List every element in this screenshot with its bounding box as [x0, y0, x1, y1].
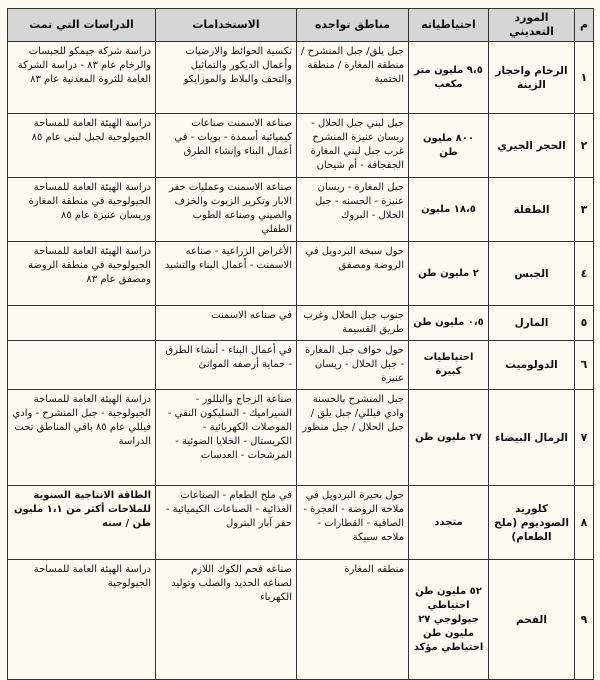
row-resource: الطفلة [489, 178, 575, 242]
header-studies: الدراسات التي تمت [8, 9, 156, 42]
row-locations: جبل المغارة - ريسان عنيزة - الحسنه - جبل الحلال - البروك [297, 178, 409, 242]
row-reserves: ٢ مليون طن [409, 242, 489, 306]
table-row [8, 114, 594, 178]
row-locations: جبل لبني جبل الحلال - ريسان عنيزة المنشرح غرب جبل لبني المغارة الجفجافة - أم شيحان [297, 114, 409, 178]
row-reserves: ٠،٥ مليون طن [409, 306, 489, 341]
row-locations: جبل يلق/ جبل المنشرح /منطقة المغارة / منطقة الختمية [297, 42, 409, 114]
row-num: ٢ [575, 114, 594, 178]
row-locations: حول سبخة البردويل في الروضة ومصفق [297, 242, 409, 306]
row-locations: حول حواف جبل المغارة - جبل الحلال - ريسان عنيزة [297, 341, 409, 390]
row-locations: منطقه المغارة [297, 560, 409, 680]
row-reserves: متجدد [409, 486, 489, 560]
row-num: ٩ [575, 560, 594, 680]
table-row [8, 390, 594, 486]
row-locations: جنوب جبل الحلال وغرب طريق القسيمة [297, 306, 409, 341]
header-row [8, 9, 594, 42]
row-uses: تكسية الحوائط والارضيات وأعمال الديكور والتماثيل والتحف والبلاط والموزايكو [156, 42, 297, 114]
row-studies [8, 486, 156, 560]
row-uses: صناعه فحم الكوك اللازم لصناعه الحديد والصلب وتوليد الكهرباء [156, 560, 297, 680]
row-studies-text: الطاقة الانتاجية السنوية للملاحات أكثر من ١،١ مليون طن / سنه [14, 490, 151, 529]
row-studies: دراسة الهيئة العامة للمساحة الجيولوجية [8, 560, 156, 680]
row-studies: دراسة شركة جيمكو للجبسات والرخام عام ٨٣ - دراسة الشركة العامة للثروة المعدنية عام ٨٣ [8, 42, 156, 114]
row-resource: الفحم [489, 560, 575, 680]
table-row [8, 341, 594, 390]
header-uses: الاستخدامات [156, 9, 297, 42]
row-uses: صناعة الاسمنت وعمليات حفر الابار وتكرير الزيوت والخزف والصيني وصناعه الطوب الطفلي [156, 178, 297, 242]
row-uses: صناعة الاسمنت صناعات كيميائية أسمدة - بويات - في أعمال البناء وإنشاء الطرق [156, 114, 297, 178]
table-row [8, 560, 594, 680]
row-num: ٧ [575, 390, 594, 486]
row-reserves: ٢٧ مليون طن [409, 390, 489, 486]
row-reserves: ٥٢ مليون طن احتياطي جيولوجي ٢٧ مليون طن احتياطي مؤكد [409, 560, 489, 680]
row-uses: في أعمال البناء - أنشاء الطرق - حماية أرصفه الموانئ [156, 341, 297, 390]
row-num: ٣ [575, 178, 594, 242]
row-num: ٥ [575, 306, 594, 341]
row-num: ٤ [575, 242, 594, 306]
row-resource: الحجر الجيري [489, 114, 575, 178]
row-resource: الرمال البيضاء [489, 390, 575, 486]
row-num: ٦ [575, 341, 594, 390]
row-reserves: ١٨،٥ مليون [409, 178, 489, 242]
row-num: ٨ [575, 486, 594, 560]
header-resource: المورد التعديني [489, 9, 575, 42]
row-num: ١ [575, 42, 594, 114]
row-studies [8, 341, 156, 390]
row-studies: دراسة الهيئة العامة للمساحة الجيولوجية في منطقة الروضة ومصفق عام ٨٣ [8, 242, 156, 306]
table-row [8, 486, 594, 560]
row-locations: جبل المنشرح بالحسنة وادي فيللي/ جبل يلق / جبل الحلال / جبل منظور [297, 390, 409, 486]
row-studies: دراسة الهيئة العامة للمساحة الجيولوجية - جبل المنشرح - وادي فيللي عام ٨٥ باقي المناطق تحت الدراسة [8, 390, 156, 486]
row-uses: في ملح الطعام - الصناعات الغذائية - الصناعات الكيميائية - حفر آبار البترول [156, 486, 297, 560]
row-studies: دراسة الهيئة العامة للمساحة الجيولوجية في منطقة المغارة وريسان عنيزة عام ٨٥ [8, 178, 156, 242]
table-row [8, 306, 594, 341]
row-resource: كلوريد الصوديوم (ملح الطعام) [489, 486, 575, 560]
header-locations: مناطق تواجده [297, 9, 409, 42]
row-uses: الأغراض الزراعية - صناعه الاسمنت - أعمال البناء والتشيد [156, 242, 297, 306]
header-num: م [575, 9, 594, 42]
table-row [8, 178, 594, 242]
mineral-resources-table [7, 8, 594, 680]
row-resource: الرخام واحجار الزينة [489, 42, 575, 114]
row-reserves: احتياطيات كبيرة [409, 341, 489, 390]
table-row [8, 42, 594, 114]
row-resource: الدولوميت [489, 341, 575, 390]
row-reserves: ٨٠٠ مليون طن [409, 114, 489, 178]
row-studies: دراسة الهيئة العامة للمساحة الجيولوجية لجبل لبنى عام ٨٥ [8, 114, 156, 178]
row-locations: حول بحيرة البردويل في ملاحة الروضة - العجرة - الصافية - القطارات - ملاحه سبيكة [297, 486, 409, 560]
row-reserves: ٩،٥ مليون متر مكعب [409, 42, 489, 114]
row-resource: المارل [489, 306, 575, 341]
row-resource: الجبس [489, 242, 575, 306]
row-studies [8, 306, 156, 341]
table-row [8, 242, 594, 306]
row-uses: في صناعه الاسمنت [156, 306, 297, 341]
row-uses: صناعة الزجاج والبللور - السيراميك - السليكون النقي - الموصلات الكهربائية - الكريستال - الخلايا الضوئية - المرشحات - العدسات [156, 390, 297, 486]
header-reserves: احتياطياته [409, 9, 489, 42]
